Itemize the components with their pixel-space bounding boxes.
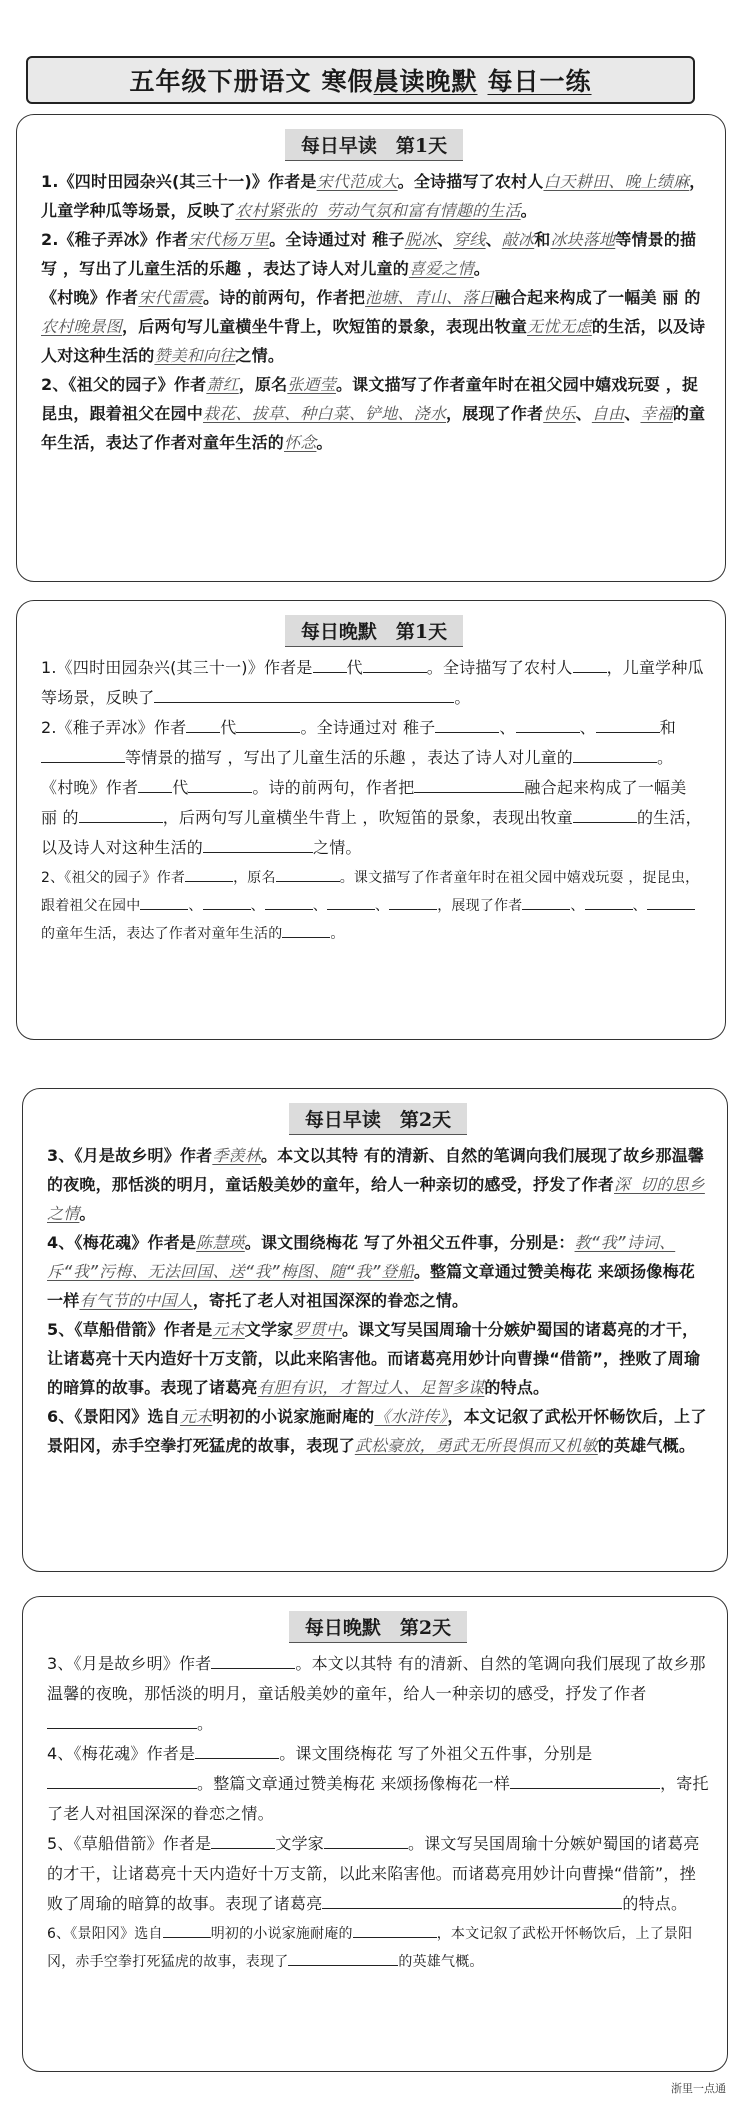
answer-blank[interactable]: [185, 863, 233, 882]
answer-blank[interactable]: [573, 744, 657, 763]
section-heading: 每日晚默 第1天: [285, 615, 463, 647]
question-1: 1.《四时田园杂兴(其三十一)》作者是宋代范成大。全诗描写了农村人白天耕田、晚上绩麻，儿童学种瓜等场景，反映了农村紧张的 劳动气氛和富有情趣的生活。: [41, 172, 706, 220]
answer-blank[interactable]: [516, 714, 580, 733]
answer-blank[interactable]: [573, 804, 637, 823]
question-6: 6、《景阳冈》选自 明初的小说家施耐庵的 ，本文记叙了武松开怀畅饮后，上了景阳冈，赤手空拳打死猛虎的故事，表现了 的英雄气概。: [47, 1919, 709, 1975]
answer-blank[interactable]: [389, 891, 437, 910]
answer-blank[interactable]: [288, 1947, 398, 1966]
section-heading: 每日早读 第1天: [285, 129, 463, 161]
answer-blank[interactable]: [322, 1890, 622, 1909]
answer-blank[interactable]: [47, 1710, 197, 1729]
answer-blank[interactable]: [363, 654, 427, 673]
question-1: 1.《四时田园杂兴(其三十一)》作者是 代 。全诗描写了农村人 ，儿童学种瓜等场景，反映了 。: [41, 653, 707, 713]
question-cunwan: 《村晚》作者宋代雷震。诗的前两句，作者把池塘、青山、落日融合起来构成了一幅美 丽 的农村晚景图，后两句写儿童横坐牛背上，吹短笛的景象，表现出牧童无忧无虑的生活，以及诗人对这种生活的赞美和向往之情。: [41, 288, 706, 365]
question-5: 5、《草船借箭》作者是 文学家 。课文写吴国周瑜十分嫉妒蜀国的诸葛亮的才干，让诸葛亮十天内造好十万支箭，以此来陷害他。而诸葛亮用妙计向曹操“借箭”，挫败了周瑜的暗算的故事。表现了诸葛亮 的特点。: [47, 1829, 709, 1919]
title-holiday: 寒假: [321, 67, 374, 96]
question-3: 3、《月是故乡明》作者 。本文以其特 有的清新、自然的笔调向我们展现了故乡那温馨的夜晚，那恬淡的明月，童话般美妙的童年，给人一种亲切的感受，抒发了作者。: [47, 1649, 709, 1739]
answer-blank[interactable]: [435, 714, 499, 733]
answer-blank[interactable]: [596, 714, 660, 733]
question-5: 5、《草船借箭》作者是元末文学家罗贯中。课文写吴国周瑜十分嫉妒蜀国的诸葛亮的才干，让诸葛亮十天内造好十万支箭，以此来陷害他。而诸葛亮用妙计向曹操“借箭”，挫败了周瑜的暗算的故事。表现了诸葛亮有胆有识，才智过人、足智多谋的特点。: [47, 1320, 701, 1397]
question-6: 6、《景阳冈》选自元末明初的小说家施耐庵的《水浒传》，本文记叙了武松开怀畅饮后，上了景阳冈，赤手空拳打死猛虎的故事，表现了武松豪放，勇武无所畏惧而又机敏的英雄气概。: [47, 1407, 707, 1455]
answer-blank[interactable]: [522, 891, 570, 910]
answer-blank[interactable]: [647, 891, 695, 910]
answer-blank[interactable]: [276, 863, 340, 882]
answer-blank[interactable]: [353, 1919, 437, 1938]
question-garden: 2、《祖父的园子》作者萧红，原名张迺莹。课文描写了作者童年时在祖父园中嬉戏玩耍 ，捉昆虫，跟着祖父在园中栽花、拔草、种白菜、铲地、浇水，展现了作者快乐、自由、幸福的童年生活，表达了作者对童年生活的怀念。: [41, 375, 706, 452]
answer-blank[interactable]: [510, 1770, 660, 1789]
answer-blank[interactable]: [327, 891, 375, 910]
answer-blank[interactable]: [140, 891, 188, 910]
section-heading: 每日晚默 第2天: [289, 1611, 467, 1643]
answer-blank[interactable]: [211, 1830, 275, 1849]
answer-blank[interactable]: [203, 834, 313, 853]
answer-blank[interactable]: [47, 1770, 197, 1789]
answer-blank[interactable]: [265, 891, 313, 910]
answer-blank[interactable]: [188, 774, 252, 793]
question-4: 4、《梅花魂》作者是 。课文围绕梅花 写了外祖父五件事，分别是。整篇文章通过赞美梅花 来颂扬像梅花一样 ，寄托了老人对祖国深深的眷恋之情。: [47, 1739, 709, 1829]
answer-blank[interactable]: [203, 891, 251, 910]
answer-blank[interactable]: [163, 1919, 211, 1938]
answer-blank[interactable]: [324, 1830, 408, 1849]
question-4: 4、《梅花魂》作者是陈慧瑛。课文围绕梅花 写了外祖父五件事，分别是：教“我”诗词、斥“我”污梅、无法回国、送“我”梅图、随“我”登船。整篇文章通过赞美梅花 来颂扬像梅花一样有气节的中国人，寄托了老人对祖国深深的眷恋之情。: [47, 1233, 695, 1310]
answer-blank[interactable]: [313, 654, 347, 673]
question-3: 3、《月是故乡明》作者季羡林。本文以其特 有的清新、自然的笔调向我们展现了故乡那温馨的夜晚，那恬淡的明月，童话般美妙的童年，给人一种亲切的感受，抒发了作者深 切的思乡之情。: [47, 1146, 705, 1223]
answer-blank[interactable]: [195, 1740, 279, 1759]
page-title: [26, 56, 695, 104]
answer-blank[interactable]: [186, 714, 220, 733]
section-heading: 每日早读 第2天: [289, 1103, 467, 1135]
answer-blank[interactable]: [573, 654, 607, 673]
morning-reading-day1: [16, 114, 726, 582]
answer-blank[interactable]: [211, 1650, 295, 1669]
question-2: 2.《稚子弄冰》作者 代 。全诗通过对 稚子 、 、 和等情景的描写 ，写出了儿童生活的乐趣 ，表达了诗人对儿童的 。: [41, 713, 707, 773]
answer-blank[interactable]: [138, 774, 172, 793]
title-daily: 每日一练: [487, 67, 592, 96]
evening-dictation-day1: [16, 600, 726, 1040]
footer-watermark: 浙里一点通: [671, 2083, 726, 2095]
answer-blank[interactable]: [41, 744, 125, 763]
question-2: 2.《稚子弄冰》作者宋代杨万里。全诗通过对 稚子脱冰、穿线、敲冰和冰块落地等情景的描写 ，写出了儿童生活的乐趣 ，表达了诗人对儿童的喜爱之情。: [41, 230, 697, 278]
answer-blank[interactable]: [414, 774, 524, 793]
answer-blank[interactable]: [236, 714, 300, 733]
answer-blank[interactable]: [79, 804, 163, 823]
evening-dictation-day2: [22, 1596, 728, 2072]
title-grade: 五年级下册语文: [129, 67, 312, 96]
answer-blank[interactable]: [154, 684, 454, 703]
morning-reading-day2: [22, 1088, 728, 1572]
question-cunwan: 《村晚》作者 代 。诗的前两句，作者把 融合起来构成了一幅美 丽 的 ，后两句写儿童横坐牛背上 ，吹短笛的景象，表现出牧童 的生活，以及诗人对这种生活的 之情。: [41, 773, 707, 863]
question-garden: 2、《祖父的园子》作者 ，原名 。课文描写了作者童年时在祖父园中嬉戏玩耍 ，捉昆虫，跟着祖父在园中 、 、 、 、 ，展现了作者 、 、的童年生活，表达了作者对童年生活的 。: [41, 863, 707, 947]
answer-blank[interactable]: [585, 891, 633, 910]
answer-blank[interactable]: [282, 919, 330, 938]
title-routine: 晨读晚默: [373, 67, 478, 96]
